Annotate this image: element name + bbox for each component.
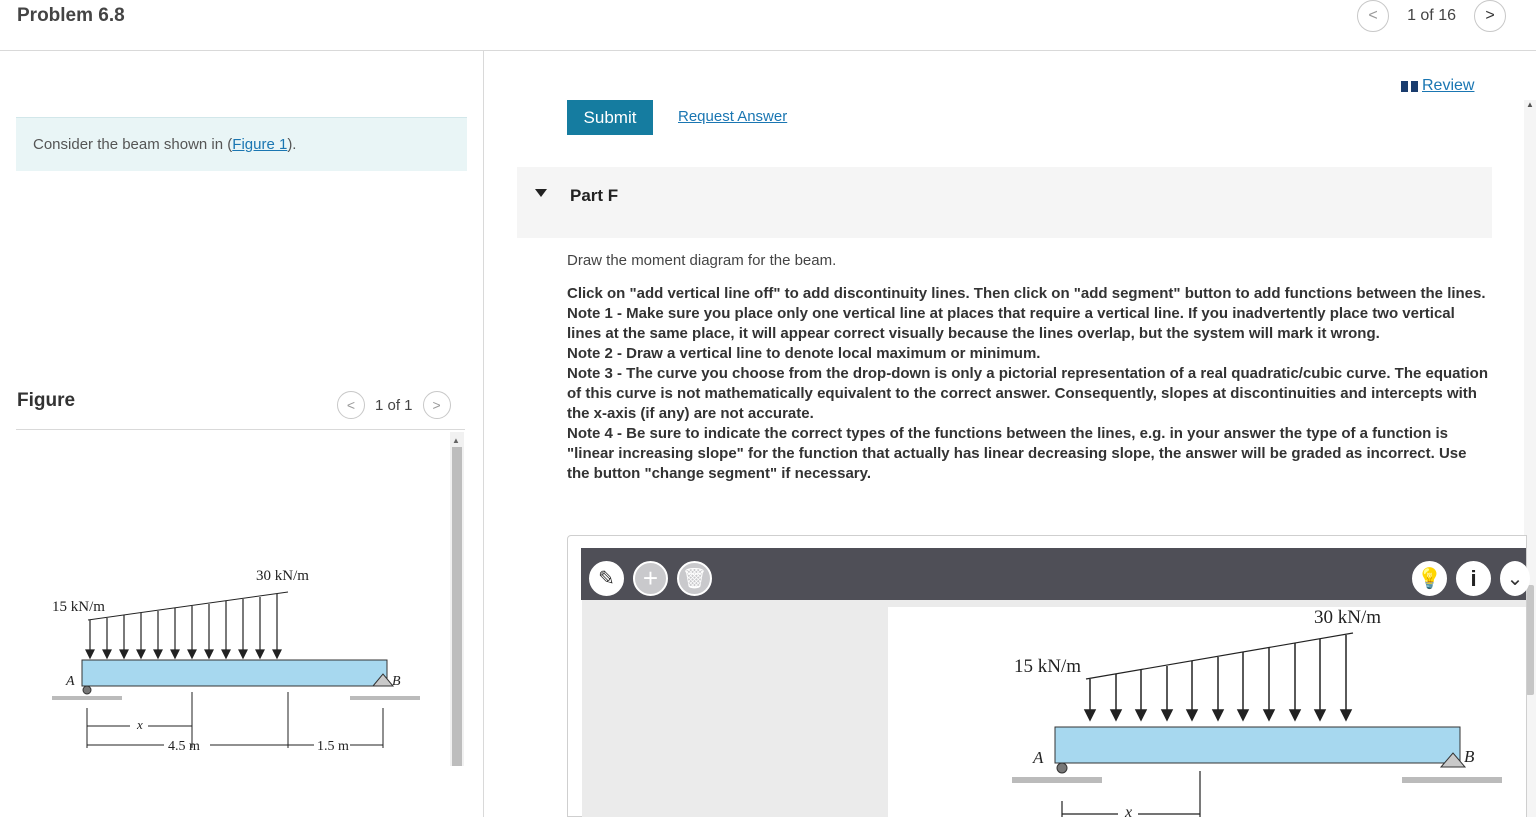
canvas-load-arrows — [1085, 635, 1351, 720]
load-arrows — [86, 594, 281, 658]
figure-pager — [337, 391, 451, 419]
info-icon[interactable]: i — [1456, 561, 1491, 596]
next-problem-button[interactable]: > — [1474, 0, 1506, 32]
review-link[interactable] — [1401, 77, 1474, 95]
figure-scroll-up-icon[interactable]: ▲ — [452, 436, 460, 445]
chevron-down-icon[interactable]: ⌄ — [1500, 561, 1530, 596]
figure-divider — [16, 429, 465, 430]
pencil-plus-icon[interactable]: ✎ — [589, 561, 624, 596]
ground-b — [350, 696, 420, 700]
part-instruction: Draw the moment diagram for the beam. — [567, 252, 837, 269]
review-label: Review — [1422, 77, 1475, 94]
note-3: Note 3 - The curve you choose from the drop-down is only a pictorial representation of a real quadratic/cubic curve. The equation of this curve is not mathematically equivalent to the correct answer. Consequently, slopes at discontinuities and intercepts with the x-axis (if any) are not accurate. — [567, 365, 1489, 422]
dim-label-1: 4.5 m — [168, 739, 200, 754]
problem-title: Problem 6.8 — [17, 5, 125, 26]
canvas-beam-figure — [888, 607, 1526, 817]
load-top-line — [88, 592, 288, 620]
figure-link[interactable]: Figure 1 — [232, 136, 288, 153]
part-title: Part F — [570, 186, 619, 205]
note-2: Note 2 - Draw a vertical line to denote local maximum or minimum. — [567, 345, 1041, 362]
trash-icon[interactable]: 🗑 — [677, 561, 712, 596]
canvas-load-label-right: 30 kN/m — [1314, 607, 1382, 628]
figure-heading: Figure — [17, 390, 76, 411]
canvas-dim-x-label: x — [1125, 804, 1133, 817]
load-label-left: 15 kN/m — [52, 599, 105, 615]
canvas-load-label-left: 15 kN/m — [1014, 656, 1082, 677]
page-scroll-up-icon[interactable]: ▲ — [1526, 100, 1534, 109]
canvas-beam-body — [1055, 727, 1460, 763]
intro-box — [16, 117, 467, 171]
canvas-support-b-label: B — [1464, 747, 1475, 766]
intro-prefix: Consider the beam shown in ( — [33, 136, 233, 153]
dim-x-label: x — [137, 717, 143, 732]
submit-button[interactable]: Submit — [567, 100, 653, 135]
note-intro: Click on "add vertical line off" to add discontinuity lines. Then click on "add segment" button to add functions between the lines. — [567, 285, 1486, 302]
top-bar — [0, 0, 1536, 51]
next-figure-button[interactable]: > — [423, 391, 451, 419]
note-4: Note 4 - Be sure to indicate the correct types of the functions between the lines, e.g. in your answer the type of a function is "linear increasing slope" for the function that actually has linear decreasing slope, the answer will be graded as incorrect. Use the button "change segment" if necessary. — [567, 425, 1467, 482]
plus-icon[interactable]: + — [633, 561, 668, 596]
ground-a — [52, 696, 122, 700]
load-label-right: 30 kN/m — [256, 568, 309, 584]
lightbulb-icon[interactable]: 💡 — [1412, 561, 1447, 596]
beam-body — [82, 660, 387, 686]
roller-support-a — [83, 686, 91, 694]
canvas-ground-a — [1012, 777, 1102, 783]
beam-figure — [40, 500, 430, 760]
canvas-load-top-line — [1086, 633, 1353, 679]
prev-figure-button[interactable]: < — [337, 391, 365, 419]
request-answer-link[interactable]: Request Answer — [678, 108, 788, 125]
canvas-roller-support-a — [1057, 763, 1067, 773]
support-a-label: A — [66, 674, 75, 689]
collapse-caret-icon[interactable] — [535, 189, 547, 197]
figure-pager-text: 1 of 1 — [375, 396, 413, 414]
note-1: Note 1 - Make sure you place only one vertical line at places that require a vertical line. If you inadvertently place two vertical lines at the same place, it will appear correct visually because the lines overlap, but the system will mark it wrong. — [567, 305, 1455, 342]
problem-pager — [1357, 1, 1506, 31]
figure-scrollbar-thumb[interactable] — [452, 447, 462, 766]
book-icon — [1401, 81, 1418, 92]
column-divider — [483, 51, 484, 817]
dim-label-2: 1.5 m — [317, 739, 349, 754]
canvas-ground-b — [1402, 777, 1502, 783]
page-scrollbar-thumb[interactable] — [1526, 585, 1534, 695]
intro-suffix: ). — [287, 136, 297, 153]
instruction-notes — [567, 284, 1492, 484]
canvas-support-a-label: A — [1033, 748, 1044, 767]
prev-problem-button[interactable]: < — [1357, 0, 1389, 32]
problem-pager-text: 1 of 16 — [1407, 7, 1456, 24]
support-b-label: B — [392, 674, 401, 689]
part-header[interactable] — [517, 167, 1492, 238]
drawing-toolbar — [581, 548, 1526, 600]
